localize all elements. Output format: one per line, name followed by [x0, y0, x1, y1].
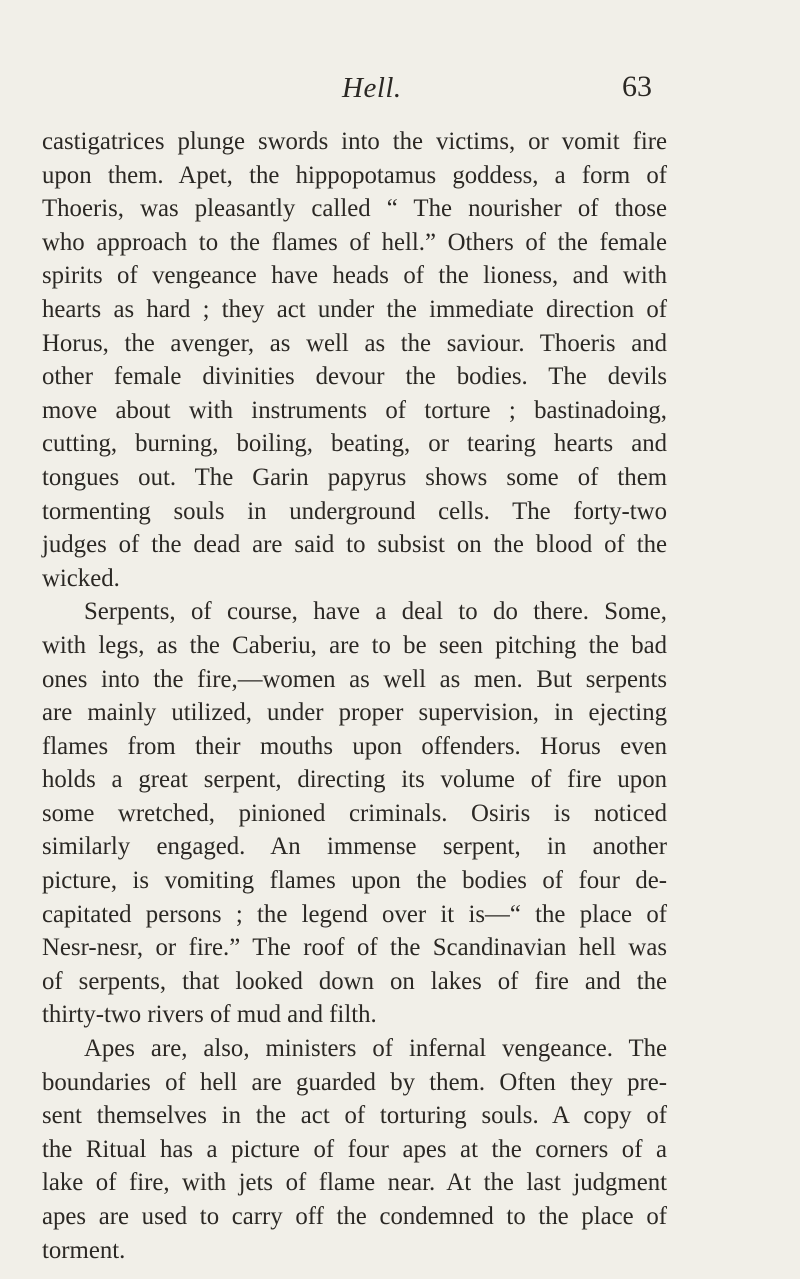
text-line: ones into the fire,—women as well as men. But serpents	[42, 665, 667, 693]
text-line: some wretched, pinioned criminals. Osiris is noticed	[42, 799, 667, 827]
text-line: tongues out. The Garin papyrus shows some of them	[42, 463, 667, 491]
text-line: Thoeris, was pleasantly called “ The nourisher of those	[42, 195, 667, 223]
text-line: who approach to the flames of hell.” Others of the female	[42, 228, 667, 256]
text-line: holds a great serpent, directing its volume of fire upon	[42, 766, 667, 794]
text-line: picture, is vomiting flames upon the bodies of four de-	[42, 867, 667, 895]
text-line: wicked.	[42, 564, 120, 592]
text-line: other female divinities devour the bodies. The devils	[42, 363, 667, 391]
page-header	[0, 62, 800, 112]
paragraph	[42, 125, 667, 595]
paragraph	[42, 1032, 667, 1267]
text-line: Horus, the avenger, as well as the saviour. Thoeris and	[42, 329, 667, 357]
text-line: torment.	[42, 1236, 126, 1264]
text-line: thirty-two rivers of mud and filth.	[42, 1001, 377, 1029]
text-line: capitated persons ; the legend over it is—“ the place of	[42, 900, 667, 928]
text-line: with legs, as the Caberiu, are to be seen pitching the bad	[42, 631, 667, 659]
text-line: spirits of vengeance have heads of the lioness, and with	[42, 262, 667, 290]
text-line: similarly engaged. An immense serpent, in another	[42, 833, 667, 861]
text-line: the Ritual has a picture of four apes at the corners of a	[42, 1135, 667, 1163]
text-line: cutting, burning, boiling, beating, or tearing hearts and	[42, 430, 667, 458]
text-line: tormenting souls in underground cells. The forty-two	[42, 497, 667, 525]
text-line: judges of the dead are said to subsist on the blood of the	[42, 531, 667, 559]
text-line: lake of fire, with jets of flame near. At the last judgment	[42, 1169, 667, 1197]
page-number: 63	[622, 70, 652, 103]
text-line: Apes are, also, ministers of infernal vengeance. The	[84, 1035, 667, 1063]
body-text	[42, 125, 667, 1267]
text-line: Nesr-nesr, or fire.” The roof of the Scandinavian hell was	[42, 934, 667, 962]
text-line: castigatrices plunge swords into the victims, or vomit fire	[42, 128, 667, 155]
text-line: Serpents, of course, have a deal to do there. Some,	[84, 598, 667, 626]
text-line: of serpents, that looked down on lakes of fire and the	[42, 967, 667, 995]
text-line: boundaries of hell are guarded by them. Often they pre-	[42, 1068, 667, 1096]
text-line: apes are used to carry off the condemned to the place of	[42, 1203, 667, 1230]
text-line: move about with instruments of torture ; bastinadoing,	[42, 396, 667, 424]
text-line: upon them. Apet, the hippopotamus goddess, a form of	[42, 161, 667, 189]
text-line: are mainly utilized, under proper supervision, in ejecting	[42, 699, 667, 727]
paragraph	[42, 595, 667, 1032]
text-line: flames from their mouths upon offenders. Horus even	[42, 732, 667, 760]
text-line: sent themselves in the act of torturing souls. A copy of	[42, 1102, 667, 1130]
running-title: Hell.	[342, 72, 402, 104]
text-line: hearts as hard ; they act under the immediate direction of	[42, 295, 667, 323]
